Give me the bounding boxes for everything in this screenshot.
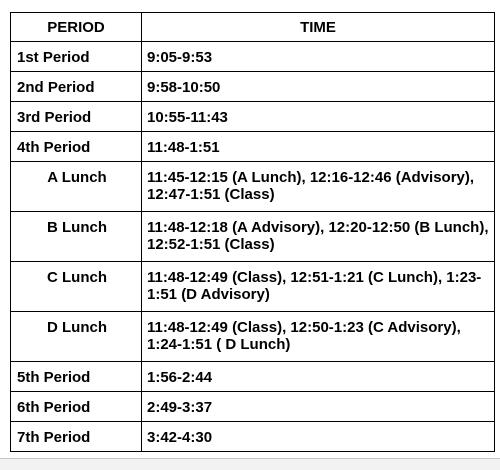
time-cell: 9:05-9:53 <box>142 42 495 72</box>
header-time: TIME <box>142 13 495 42</box>
time-cell: 9:58-10:50 <box>142 72 495 102</box>
table-row-lunch <box>11 162 495 212</box>
time-cell: 11:48-12:49 (Class), 12:51-1:21 (C Lunch), 1:23-1:51 (D Advisory) <box>142 262 495 312</box>
period-cell: 4th Period <box>11 132 142 162</box>
time-cell: 1:56-2:44 <box>142 362 495 392</box>
period-cell: 5th Period <box>11 362 142 392</box>
schedule-table <box>10 12 495 452</box>
time-cell: 11:48-12:18 (A Advisory), 12:20-12:50 (B Lunch), 12:52-1:51 (Class) <box>142 212 495 262</box>
table-row <box>11 102 495 132</box>
time-cell: 11:48-12:49 (Class), 12:50-1:23 (C Advisory), 1:24-1:51 ( D Lunch) <box>142 312 495 362</box>
time-cell: 11:45-12:15 (A Lunch), 12:16-12:46 (Advisory), 12:47-1:51 (Class) <box>142 162 495 212</box>
header-row <box>11 13 495 42</box>
table-row-lunch <box>11 262 495 312</box>
table-row <box>11 132 495 162</box>
lunch-period-cell: D Lunch <box>11 312 142 362</box>
lunch-period-cell: B Lunch <box>11 212 142 262</box>
period-cell: 3rd Period <box>11 102 142 132</box>
time-cell: 10:55-11:43 <box>142 102 495 132</box>
lunch-period-cell: C Lunch <box>11 262 142 312</box>
table-row-lunch <box>11 312 495 362</box>
lunch-period-cell: A Lunch <box>11 162 142 212</box>
bottom-scroll-strip <box>0 458 500 470</box>
table-row-lunch <box>11 212 495 262</box>
period-cell: 1st Period <box>11 42 142 72</box>
time-cell: 2:49-3:37 <box>142 392 495 422</box>
table-row <box>11 72 495 102</box>
table-row <box>11 392 495 422</box>
period-cell: 7th Period <box>11 422 142 452</box>
table-row <box>11 362 495 392</box>
time-cell: 3:42-4:30 <box>142 422 495 452</box>
table-row <box>11 42 495 72</box>
time-cell: 11:48-1:51 <box>142 132 495 162</box>
table-row <box>11 422 495 452</box>
period-cell: 6th Period <box>11 392 142 422</box>
header-period: PERIOD <box>11 13 142 42</box>
period-cell: 2nd Period <box>11 72 142 102</box>
